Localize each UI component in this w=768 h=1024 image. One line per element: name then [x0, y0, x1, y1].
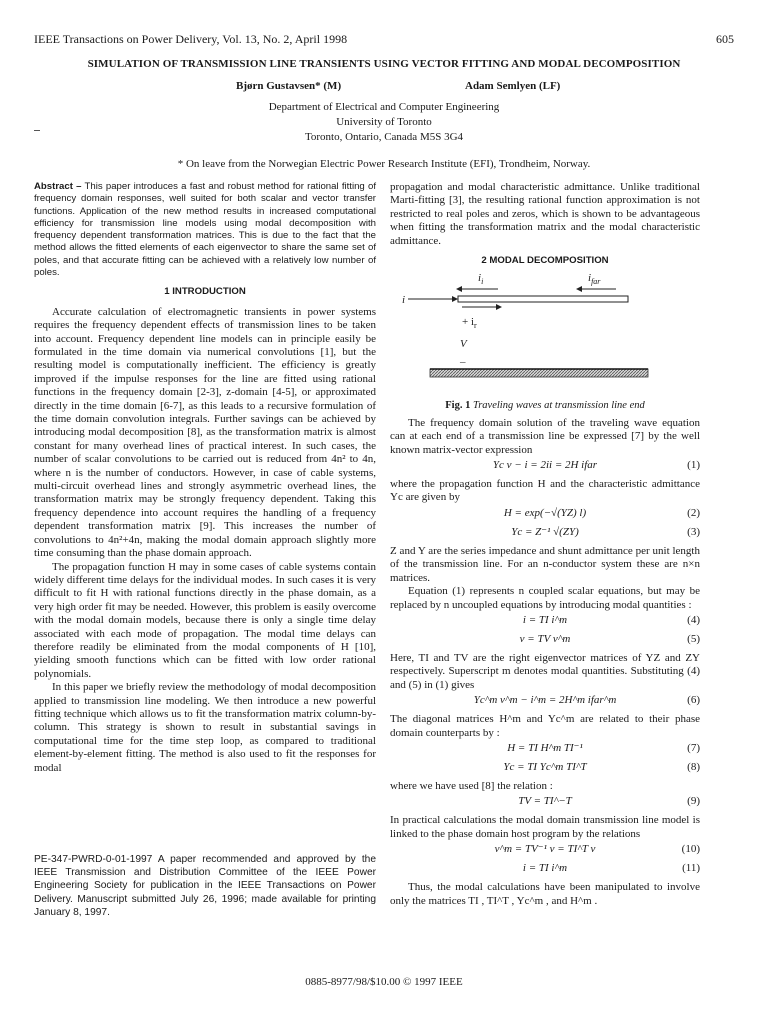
equation-9-number: (9) [687, 795, 700, 808]
equation-1-body: Yc v − i = 2ii = 2H ifar [492, 459, 598, 472]
figure-1-caption-text: Traveling waves at transmission line end [472, 400, 645, 412]
equation-7-number: (7) [687, 741, 700, 754]
where-propagation-paragraph: where the propagation function H and the characteristic admittance Yc are given by [390, 478, 700, 504]
affiliation-address: Toronto, Ontario, Canada M5S 3G4 [304, 131, 464, 143]
running-header [34, 32, 734, 47]
equation-2 [390, 507, 700, 524]
equation-5-body: v = TV v^m [519, 632, 571, 645]
equation-1-replacement-paragraph: Equation (1) represents n coupled scalar equations, but may be replaced by n uncoupled equations by introducing modal quantities : [390, 585, 700, 611]
arrowhead-ifar [576, 286, 582, 292]
margin-mark [34, 130, 40, 131]
equation-1-number: (1) [687, 459, 700, 472]
equation-5-number: (5) [687, 632, 700, 645]
equation-11 [390, 862, 700, 879]
traveling-wave-diagram [390, 269, 700, 395]
journal-citation: IEEE Transactions on Power Delivery, Vol. 13, No. 2, April 1998 [34, 32, 348, 46]
conclusion-paragraph: Thus, the modal calculations have been manipulated to involve only the matrices TI , TI^T , Yc^m , and H^m . [390, 881, 700, 907]
equation-10-body: v^m = TV⁻¹ v = TI^T v [494, 843, 596, 856]
equation-11-number: (11) [682, 862, 700, 875]
left-column [34, 181, 376, 775]
equation-2-number: (2) [687, 506, 700, 519]
frequency-domain-paragraph: The frequency domain solution of the traveling wave equation can at each end of a transmission line be expressed [7] by the well known matrix-vector expression [390, 416, 700, 456]
equation-10-number: (10) [681, 843, 700, 856]
equation-8-body: Yc = TI Yc^m TI^T [503, 760, 587, 773]
equation-11-body: i = TI i^m [522, 862, 568, 875]
arrowhead-i [452, 296, 458, 302]
intro-paragraph-2: The propagation function H may in some cases of cable systems contain widely different time delays for the individual modes. In such cases it is very difficult to fit H with rational functions directly in the phase domain, as a very high order fit may be needed. However, this problem is easily overcome with the modal domain models, because there is only a single time delay associated with each mode of propagation. The modal time delays can therefore readily be eliminated from the modal components of H [10], yielding smooth functions which can be fitted with low order rational polynomials. [34, 560, 376, 680]
abstract-label: Abstract – [34, 181, 82, 192]
equation-3-body: Yc = Z⁻¹ √(ZY) [511, 525, 579, 538]
equation-6 [390, 694, 700, 711]
section-heading-introduction: 1 INTRODUCTION [164, 286, 246, 298]
equation-3 [390, 526, 700, 543]
equation-4 [390, 614, 700, 631]
equation-4-body: i = TI i^m [522, 613, 568, 626]
equation-4-number: (4) [687, 613, 700, 626]
author-semlyen: Adam Semlyen (LF) [465, 80, 561, 92]
zy-paragraph: Z and Y are the series impedance and shunt admittance per unit length of the transmission line. For an n-conductor system these are n×n matrices. [390, 544, 700, 584]
intro-paragraph-3: In this paper we briefly review the methodology of modal decomposition applied to transmission line modeling. We then introduce a new powerful fitting technique which allows us to fit the transformation matrix column-by-column. This strategy is shown to result in substantial savings in computational time for the time step loop, as compared to traditional element-by-element fitting. The method is also used to fit the responses for modal [34, 681, 376, 774]
manuscript-footnote: PE-347-PWRD-0-01-1997 A paper recommended and approved by the IEEE Transmission and Distribution Committee of the IEEE Power Engineering Society for publication in the IEEE Transactions on Power Delivery. Manuscript submitted July 26, 1996; made available for printing January 8, 1997. [34, 854, 376, 918]
equation-7 [390, 742, 700, 759]
practical-calculations-paragraph: In practical calculations the modal domain transmission line model is linked to the phase domain host program by the relations [390, 814, 700, 840]
affiliation-university: University of Toronto [336, 116, 432, 128]
intro-paragraph-1: Accurate calculation of electromagnetic transients in power systems requires the frequency dependent effects of transmission lines to be taken into account. Frequency dependent line models can in principle easily be formulated in the time domain via numerical convolutions [1], but the resulting model is computationally inefficient. The efficiency is greatly improved if the impulse responses for the line are fitted using rational functions in the frequency domain [2-3], z-domain [4-5], or approximated directly in the time domain [6-7], as this leads to a recursive formulation of the time domain convolution integrals. Further savings can be achieved by introducing modal decomposition [8], as the transformation matrix is almost constant for many overhead lines of practical interest. In such cases, the number of scalar convolutions to be carried out is reduced from 4n² to 4n, where n is the number of conductors. However, in case of cable systems, multi-circuit overhead lines and strongly asymmetric overhead lines, the transformation matrix may be strongly frequency dependent. Taking this frequency dependence into account requires the handling of a frequency dependent transformation matrix [9]. This increases the number of convolutions to 4n²+4n, making the modal domain approach slightly more time consuming than the phase domain approach. [34, 305, 376, 560]
equation-2-body: H = exp(−√(YZ) l) [503, 506, 587, 519]
label-minus: – [460, 356, 466, 369]
label-i: i [402, 294, 406, 307]
equation-6-number: (6) [687, 694, 700, 707]
right-column [390, 181, 700, 908]
page-number: 605 [716, 32, 734, 46]
equation-5 [390, 633, 700, 650]
figure-1-caption [390, 399, 700, 412]
continued-paragraph: propagation and modal characteristic admittance. Unlike traditional Marti-fitting [3], the resulting rational function approximation is not restricted to real poles and zeros, which is shown to be advantageous when fitting the transformation matrix and the modal characteristic admittance. [390, 181, 700, 247]
equation-3-number: (3) [687, 525, 700, 538]
equation-8 [390, 761, 700, 778]
abstract-text: This paper introduces a fast and robust method for rational fitting of frequency domain responses, well suited for both scalar and vector transfer functions. Application of the new method results in increased computational efficiency for transmission line models using modal decomposition with frequency dependent transformation matrices. This is due to the fact that the method allows the fitted elements of each eigenvector to share the same set of poles, and that accurate fitting can be achieved with a relatively low number of poles. [34, 181, 376, 279]
label-ii: $i_i$ [478, 272, 484, 287]
equation-10 [390, 843, 700, 860]
equation-1 [390, 459, 700, 476]
abstract [34, 181, 376, 279]
author-gustavsen: Bjørn Gustavsen* (M) [236, 80, 342, 92]
on-leave-note: * On leave from the Norwegian Electric Power Research Institute (EFI), Trondheim, Norway. [177, 158, 591, 170]
diagonal-matrices-paragraph: The diagonal matrices H^m and Yc^m are related to their phase domain counterparts by : [390, 713, 700, 739]
arrowhead-ii [456, 286, 462, 292]
line-end-box [458, 296, 628, 302]
ground-plane [430, 369, 648, 377]
label-plus-ir: + $i_r$ [462, 316, 477, 331]
affiliation-department: Department of Electrical and Computer Engineering [268, 101, 500, 113]
label-ifar: $i_{far}$ [588, 272, 601, 287]
copyright-line: 0885-8977/98/$10.00 © 1997 IEEE [305, 976, 463, 988]
figure-1 [390, 269, 700, 395]
equation-9-body: TV = TI^−T [518, 795, 572, 808]
equation-7-body: H = TI H^m TI⁻¹ [507, 741, 583, 754]
paper-title: SIMULATION OF TRANSMISSION LINE TRANSIENTS USING VECTOR FITTING AND MODAL DECOMPOSITION [87, 58, 681, 70]
section-heading-modal-decomposition: 2 MODAL DECOMPOSITION [481, 255, 609, 267]
eigenvector-paragraph: Here, TI and TV are the right eigenvector matrices of YZ and ZY respectively. Superscript m denotes modal quantities. Substituting (4) and (5) in (1) gives [390, 651, 700, 691]
figure-1-number: Fig. 1 [445, 400, 471, 412]
label-v: V [460, 338, 467, 351]
equation-8-number: (8) [687, 760, 700, 773]
equation-9 [390, 795, 700, 812]
arrowhead-ir [496, 304, 502, 310]
affiliation [0, 100, 768, 145]
equation-6-body: Yc^m v^m − i^m = 2H^m ifar^m [473, 694, 617, 707]
relation-paragraph: where we have used [8] the relation : [390, 779, 553, 792]
